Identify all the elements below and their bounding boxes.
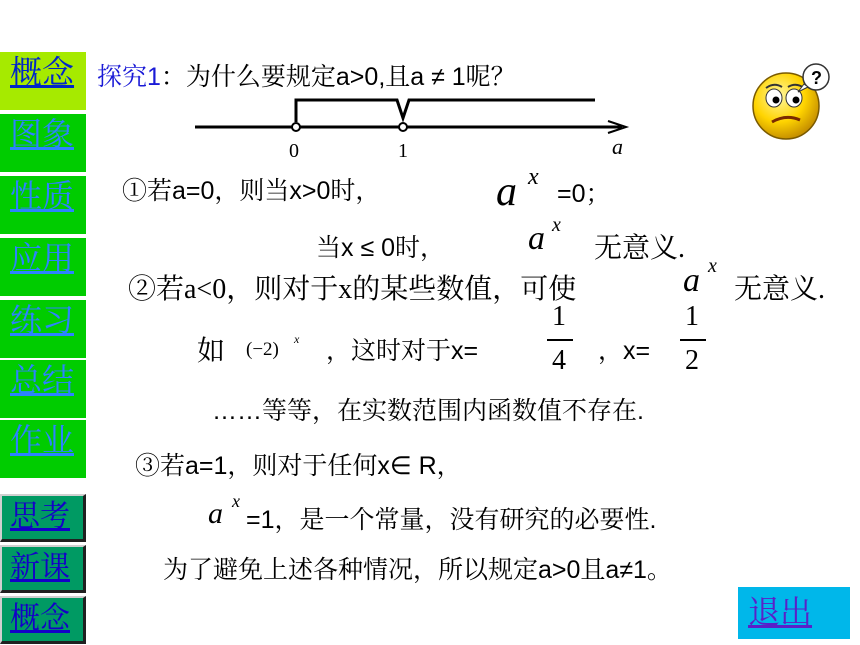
subnav-think[interactable]: 思考: [0, 494, 86, 542]
case2-example-expr: (−2): [246, 339, 279, 360]
case3-line1: ③若a=1，则对于任何x∈ R，: [135, 452, 462, 480]
case2-line3: ……等等，在实数范围内函数值不存在.: [212, 397, 644, 425]
case3-line2-exp: x: [232, 491, 240, 511]
nav-summary[interactable]: 总结: [0, 360, 86, 418]
case1-line1-suffix: =0；: [557, 180, 611, 208]
case2-line1-exp: x: [708, 255, 717, 277]
case2-example-mid: ，这时对于x=: [326, 337, 479, 365]
number-line-one: 1: [398, 140, 408, 162]
svg-text:?: ?: [811, 68, 822, 88]
nav-graph[interactable]: 图象: [0, 114, 86, 172]
number-line: [190, 96, 640, 166]
case2-example-prefix: 如: [197, 336, 226, 367]
case1-power-exp: x: [528, 164, 539, 190]
frac2-denominator: 2: [685, 345, 699, 376]
frac1-numerator: 1: [552, 301, 566, 332]
title-prefix: 探究1: [97, 63, 161, 91]
nav-application[interactable]: 应用: [0, 238, 86, 296]
frac1-denominator: 4: [552, 345, 566, 376]
subnav-concept[interactable]: 概念: [0, 596, 86, 644]
case3-line2-suffix: =1，是一个常量，没有研究的必要性.: [246, 506, 657, 534]
case2-line1-suffix: 无意义.: [734, 274, 826, 305]
case1-line2-prefix: 当x ≤ 0时，: [316, 234, 446, 262]
case3-line2-base: a: [208, 497, 223, 530]
case1-line1-prefix: ①若a=0，则当x>0时，: [122, 177, 381, 205]
title-text: ：为什么要规定a>0,且a ≠ 1呢？: [160, 63, 516, 91]
frac2-numerator: 1: [685, 301, 699, 332]
frac1-bar: [547, 339, 573, 341]
case1-line2-suffix: 无意义.: [594, 233, 686, 264]
number-line-zero: 0: [289, 140, 299, 162]
thinking-face-icon: [752, 62, 834, 144]
number-line-var: a: [612, 134, 623, 159]
nav-concept[interactable]: 概念: [0, 52, 86, 110]
exit-button[interactable]: 退出: [738, 587, 850, 639]
frac2-bar: [680, 339, 706, 341]
nav-property[interactable]: 性质: [0, 176, 86, 234]
case1-line2-base: a: [528, 220, 545, 257]
nav-homework[interactable]: 作业: [0, 420, 86, 478]
conclusion-text: 为了避免上述各种情况，所以规定a>0且a≠1。: [163, 556, 672, 584]
case2-line1-prefix: ②若a<0，则对于x的某些数值，可使: [128, 274, 577, 305]
nav-practice[interactable]: 练习: [0, 300, 86, 358]
subnav-new-lesson[interactable]: 新课: [0, 545, 86, 593]
case2-example-mid2: ，x=: [598, 337, 651, 365]
page-title: [97, 57, 516, 93]
case1-power-base: a: [496, 169, 517, 215]
case2-line1-base: a: [683, 262, 700, 299]
case1-line2-exp: x: [552, 214, 561, 236]
case2-example-exp: x: [294, 332, 300, 346]
